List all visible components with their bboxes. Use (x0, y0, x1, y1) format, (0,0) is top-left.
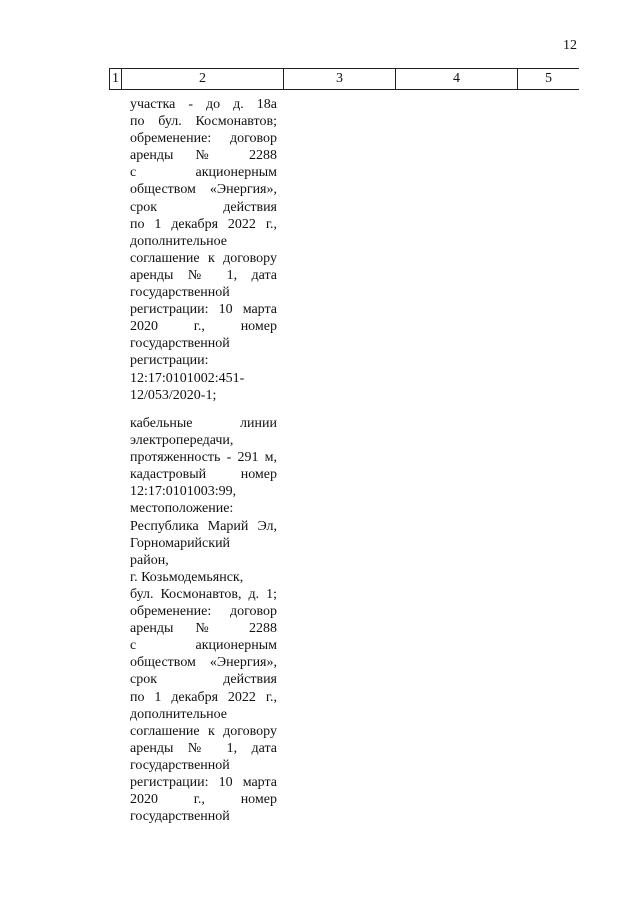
text-line: район, (130, 552, 169, 568)
text-line: 12:17:0101003:99, (130, 484, 237, 500)
text-line: кабельные линии (130, 416, 277, 431)
text-line: с акционерным (130, 165, 277, 181)
text-line: бул. Космонавтов, д. 1; (130, 586, 277, 602)
column-2-text-block-cable-lines (130, 415, 277, 825)
text-line: срок действия (130, 672, 277, 688)
column-header-4: 4 (395, 69, 517, 89)
text-line: аренды № 1, дата (130, 740, 277, 756)
text-line: дополнительное (130, 706, 227, 722)
text-line: местоположение: (130, 501, 234, 517)
text-line: государственной (130, 336, 230, 352)
column-header-3: 3 (283, 69, 395, 89)
text-line: обществом «Энергия», (130, 182, 277, 198)
text-line: кадастровый номер (130, 467, 277, 483)
text-line: участка - до д. 18а (130, 97, 277, 112)
text-line: соглашение к договору (130, 250, 277, 266)
column-header-1: 1 (109, 69, 121, 89)
text-line: с акционерным (130, 638, 277, 654)
column-header-2: 2 (121, 69, 283, 89)
text-line: по 1 декабря 2022 г., (130, 689, 277, 705)
text-line: г. Козьмодемьянск, (130, 569, 244, 585)
table-header-row (109, 68, 579, 90)
text-line: Горномарийский (130, 535, 231, 551)
text-line: аренды № 2288 (130, 148, 277, 164)
text-line: регистрации: (130, 353, 209, 369)
text-line: 12/053/2020-1; (130, 387, 217, 403)
text-line: обременение: договор (130, 131, 277, 147)
text-line: аренды № 1, дата (130, 267, 277, 283)
text-line: государственной (130, 757, 230, 773)
text-line: государственной (130, 809, 230, 825)
text-line: Республика Марий Эл, (130, 518, 277, 534)
text-line: обществом «Энергия», (130, 655, 277, 671)
page-number: 12 (563, 38, 577, 53)
text-line: электропередачи, (130, 433, 234, 449)
text-line: регистрации: 10 марта (130, 774, 277, 790)
text-line: регистрации: 10 марта (130, 302, 277, 318)
text-line: обременение: договор (130, 604, 277, 620)
text-line: аренды № 2288 (130, 621, 277, 637)
text-line: государственной (130, 285, 230, 301)
text-line: дополнительное (130, 233, 227, 249)
text-line: 2020 г., номер (130, 319, 277, 335)
text-line: по бул. Космонавтов; (130, 114, 277, 130)
text-line: соглашение к договору (130, 723, 277, 739)
column-header-5: 5 (517, 69, 579, 89)
text-line: протяженность - 291 м, (130, 450, 277, 466)
text-line: 2020 г., номер (130, 792, 277, 808)
text-line: 12:17:0101002:451- (130, 370, 245, 386)
column-2-text-block-lease-encumbrance (130, 96, 277, 404)
text-line: по 1 декабря 2022 г., (130, 216, 277, 232)
text-line: срок действия (130, 199, 277, 215)
